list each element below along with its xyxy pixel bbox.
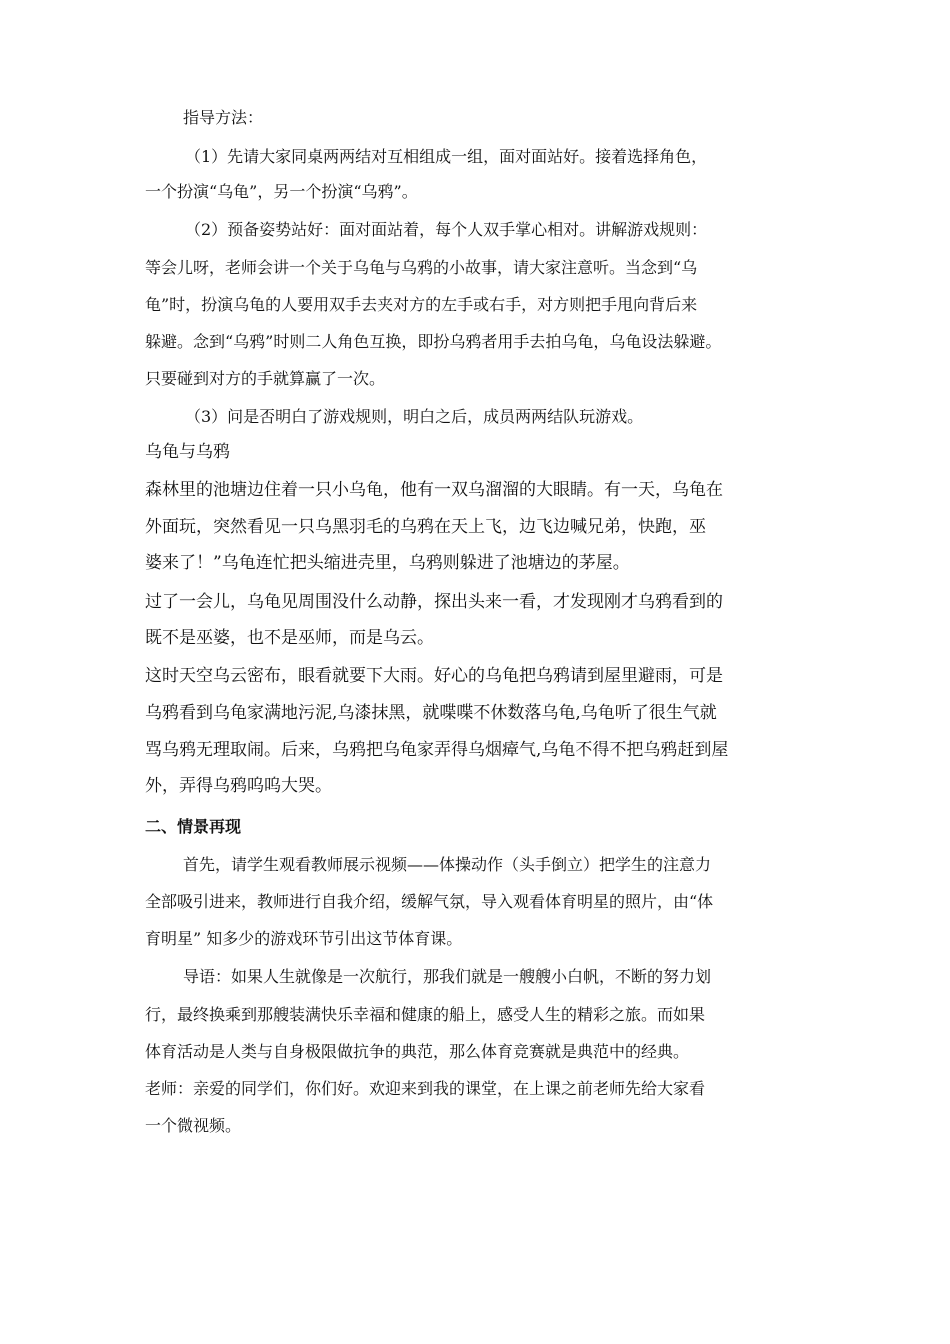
step1-line2: 一个扮演“乌龟”，另一个扮演“乌鸦”。 bbox=[145, 182, 418, 201]
lead-line1: 导语：如果人生就像是一次航行，那我们就是一艘艘小白帆，不断的努力划 bbox=[183, 967, 712, 986]
story-p1-line1: 森林里的池塘边住着一只小乌龟，他有一双乌溜溜的大眼睛。有一天，乌龟在 bbox=[145, 480, 723, 500]
story-title: 乌龟与乌鸦 bbox=[145, 442, 230, 462]
section2-heading: 二、情景再现 bbox=[145, 817, 242, 836]
step3-line1: （3）问是否明白了游戏规则，明白之后，成员两两结队玩游戏。 bbox=[185, 407, 644, 426]
step2-line3: 龟”时，扮演乌龟的人要用双手去夹对方的左手或右手，对方则把手甩向背后来 bbox=[145, 295, 698, 314]
intro-line3: 育明星” 知多少的游戏环节引出这节体育课。 bbox=[145, 929, 463, 948]
intro-line2: 全部吸引进来，教师进行自我介绍，缓解气氛，导入观看体育明星的照片，由“体 bbox=[145, 892, 714, 911]
guidance-heading: 指导方法： bbox=[183, 108, 264, 127]
step2-line1: （2）预备姿势站好：面对面站着，每个人双手掌心相对。讲解游戏规则： bbox=[185, 220, 708, 239]
step2-line2: 等会儿呀，老师会讲一个关于乌龟与乌鸦的小故事，请大家注意听。当念到“乌 bbox=[145, 258, 698, 277]
story-p2-line2: 既不是巫婆，也不是巫师，而是乌云。 bbox=[145, 628, 434, 648]
step2-line4: 躲避。念到“乌鸦”时则二人角色互换，即扮乌鸦者用手去拍乌龟，乌龟设法躲避。 bbox=[145, 332, 722, 351]
story-p1-line3: 婆来了！”乌龟连忙把头缩进壳里，乌鸦则躲进了池塘边的茅屋。 bbox=[145, 553, 630, 573]
intro-line1: 首先，请学生观看教师展示视频——体操动作（头手倒立）把学生的注意力 bbox=[183, 855, 712, 874]
story-p1-line2: 外面玩，突然看见一只乌黑羽毛的乌鸦在天上飞，边飞边喊兄弟，快跑，巫 bbox=[145, 517, 706, 537]
story-p3-line1: 这时天空乌云密布，眼看就要下大雨。好心的乌龟把乌鸦请到屋里避雨，可是 bbox=[145, 666, 723, 686]
lead-line2: 行，最终换乘到那艘装满快乐幸福和健康的船上，感受人生的精彩之旅。而如果 bbox=[145, 1005, 706, 1024]
step2-line5: 只要碰到对方的手就算赢了一次。 bbox=[145, 369, 386, 388]
story-p3-line2: 乌鸦看到乌龟家满地污泥,乌漆抹黑，就喋喋不休数落乌龟,乌龟听了很生气就 bbox=[145, 703, 717, 723]
story-p3-line4: 外，弄得乌鸦呜呜大哭。 bbox=[145, 776, 332, 796]
story-p3-line3: 骂乌鸦无理取闹。后来，乌鸦把乌龟家弄得乌烟瘴气,乌龟不得不把乌鸦赶到屋 bbox=[145, 740, 729, 760]
story-p2-line1: 过了一会儿，乌龟见周围没什么动静，探出头来一看，才发现刚才乌鸦看到的 bbox=[145, 592, 723, 612]
lead-line3: 体育活动是人类与自身极限做抗争的典范，那么体育竞赛就是典范中的经典。 bbox=[145, 1042, 690, 1061]
step1-line1: （1）先请大家同桌两两结对互相组成一组，面对面站好。接着选择角色， bbox=[185, 147, 708, 166]
teacher-line1: 老师：亲爱的同学们，你们好。欢迎来到我的课堂，在上课之前老师先给大家看 bbox=[145, 1079, 706, 1098]
teacher-line2: 一个微视频。 bbox=[145, 1116, 242, 1135]
